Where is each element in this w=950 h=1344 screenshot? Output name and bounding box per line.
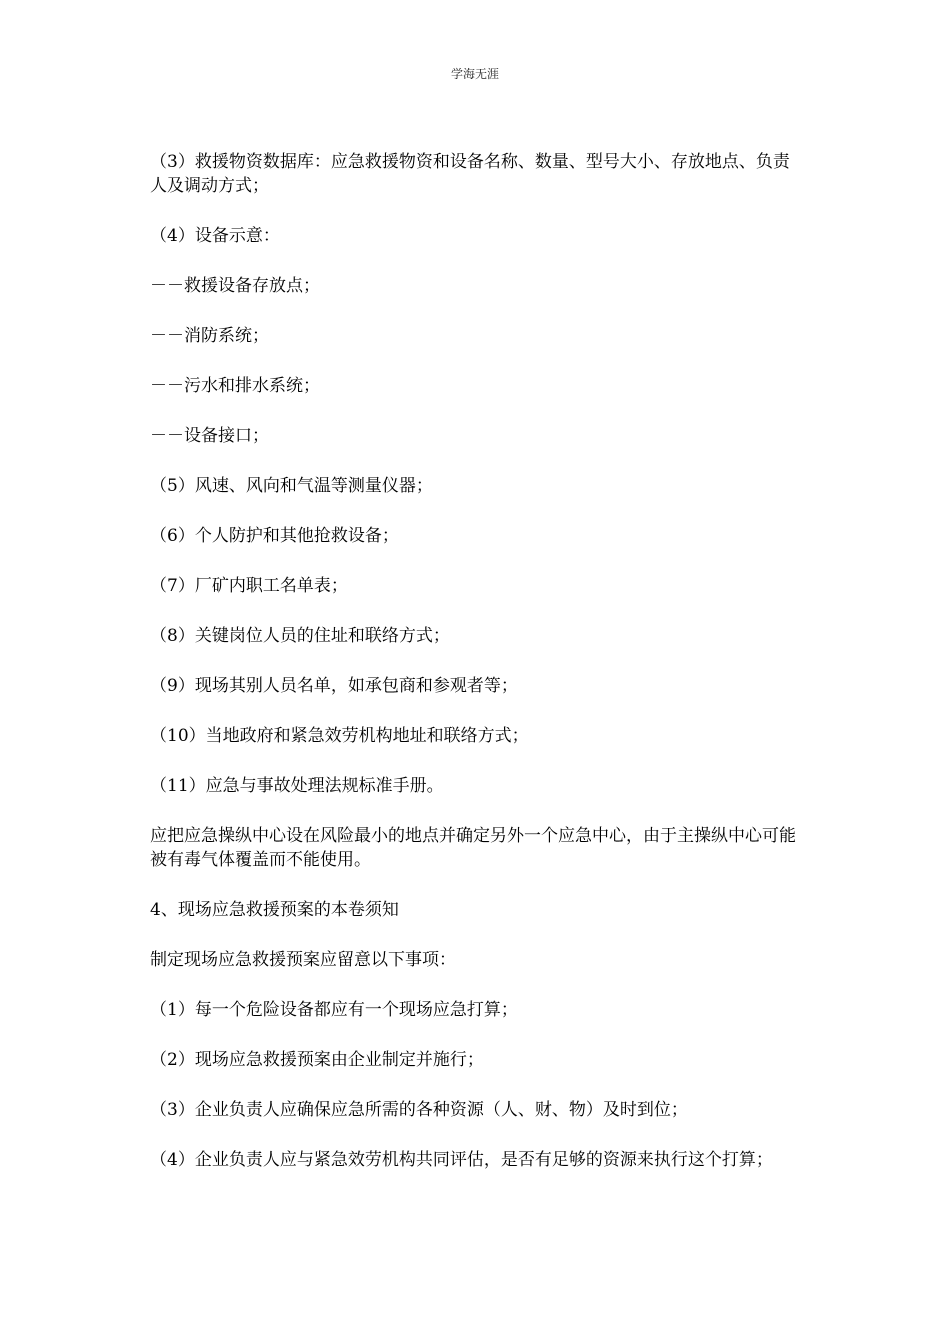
paragraph-weather-instruments: （5）风速、风向和气温等测量仪器；	[150, 476, 433, 496]
paragraph-rescue-database: （3）救援物资数据库：应急救援物资和设备名称、数量、型号大小、存放地点、负责人及调动方式；	[150, 152, 790, 196]
paragraph-regulations-manual: （11）应急与事故处理法规标准手册。	[150, 776, 444, 796]
paragraph-note-2: （2）现场应急救援预案由企业制定并施行；	[150, 1050, 484, 1070]
paragraph-note-4: （4）企业负责人应与紧急效劳机构共同评估，是否有足够的资源来执行这个打算；	[150, 1150, 773, 1170]
paragraph-control-center: 应把应急操纵中心设在风险最小的地点并确定另外一个应急中心，由于主操纵中心可能被有毒气体覆盖而不能使用。	[150, 826, 796, 870]
paragraph-government-contacts: （10）当地政府和紧急效劳机构地址和联络方式；	[150, 726, 529, 746]
paragraph-note-3: （3）企业负责人应确保应急所需的各种资源（人、财、物）及时到位；	[150, 1100, 688, 1120]
paragraph-equipment-diagram: （4）设备示意：	[150, 226, 280, 246]
paragraph-notes-intro: 制定现场应急救援预案应留意以下事项：	[150, 950, 456, 970]
page-header: 学海无涯	[450, 67, 499, 81]
paragraph-other-personnel: （9）现场其别人员名单，如承包商和参观者等；	[150, 676, 518, 696]
paragraph-staff-list: （7）厂矿内职工名单表；	[150, 576, 348, 596]
paragraph-personal-protection: （6）个人防护和其他抢救设备；	[150, 526, 399, 546]
paragraph-rescue-storage: －－救援设备存放点；	[150, 276, 320, 296]
section-heading-notes: 4、现场应急救援预案的本卷须知	[150, 900, 399, 920]
paragraph-equipment-interface: －－设备接口；	[150, 426, 269, 446]
paragraph-key-personnel: （8）关键岗位人员的住址和联络方式；	[150, 626, 450, 646]
document-body	[150, 150, 800, 1198]
paragraph-note-1: （1）每一个危险设备都应有一个现场应急打算；	[150, 1000, 518, 1020]
paragraph-drainage-system: －－污水和排水系统；	[150, 376, 320, 396]
paragraph-fire-system: －－消防系统；	[150, 326, 269, 346]
